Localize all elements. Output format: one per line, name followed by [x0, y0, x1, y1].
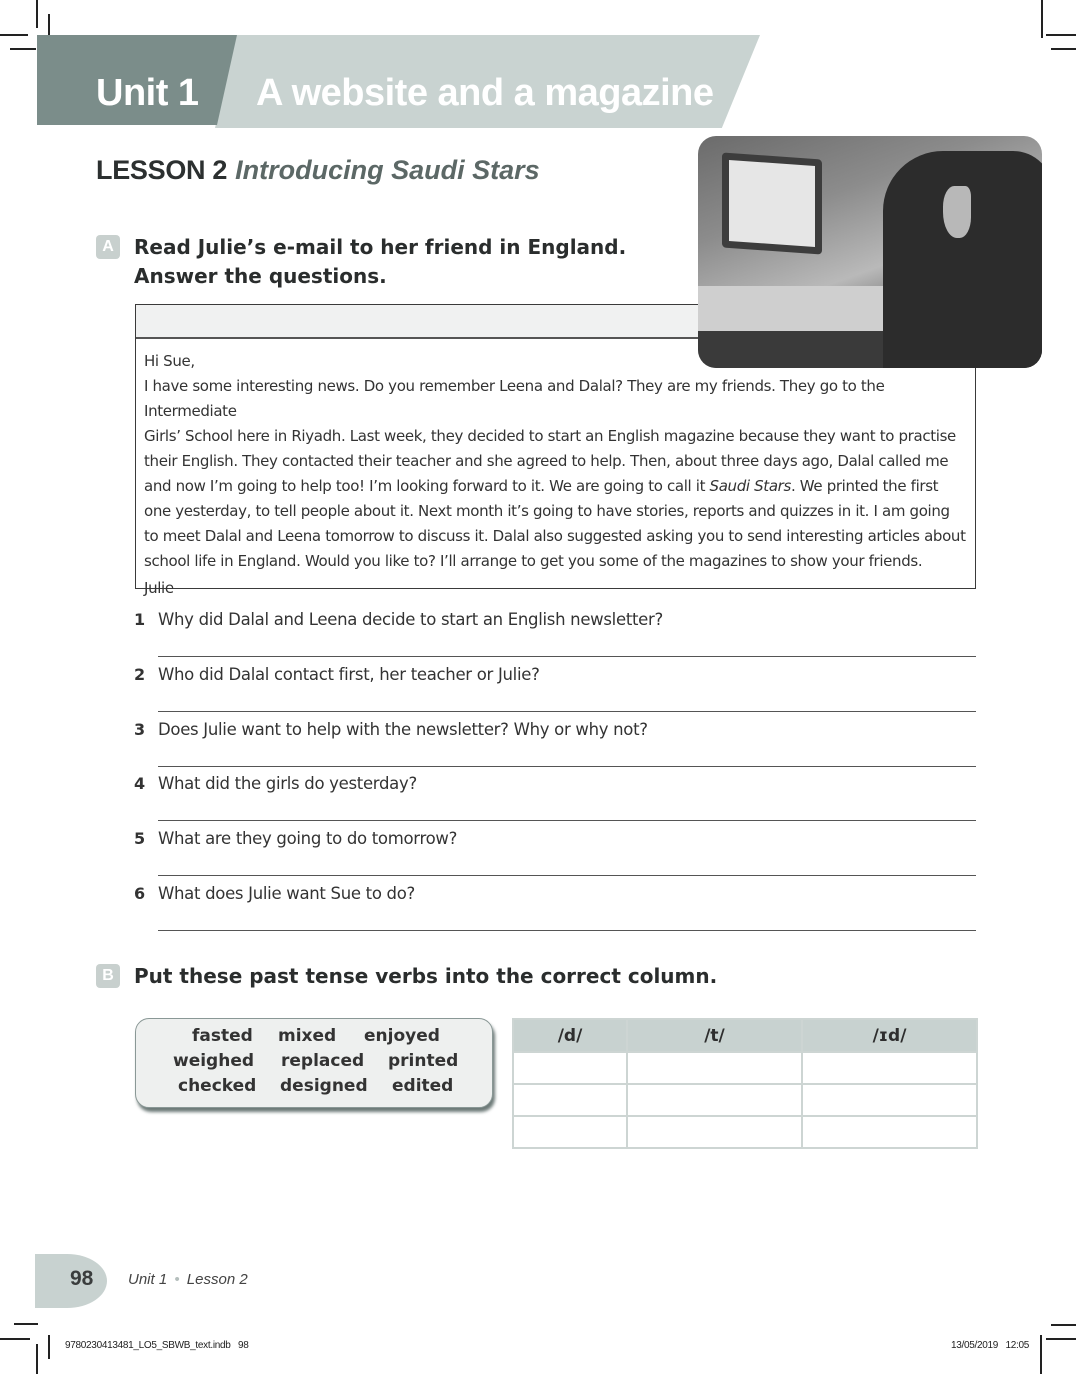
email-signature: Julie — [144, 579, 174, 597]
answer-cell[interactable] — [802, 1116, 977, 1148]
crop-mark — [1046, 34, 1076, 36]
section-b-badge: B — [96, 964, 120, 988]
section-b-instruction — [96, 962, 717, 991]
question-item — [134, 772, 976, 827]
table-row — [513, 1084, 977, 1116]
section-a-badge: A — [96, 235, 120, 259]
answer-line[interactable] — [158, 875, 976, 876]
question-item — [134, 663, 976, 718]
question-text: What does Julie want Sue to do? — [158, 883, 415, 903]
question-text: What did the girls do yesterday? — [158, 774, 417, 794]
answer-line[interactable] — [158, 930, 976, 931]
word-item: fasted — [192, 1026, 253, 1046]
unit-label: Unit 1 — [96, 72, 199, 114]
lesson-title: Introducing Saudi Stars — [235, 155, 540, 185]
crop-mark — [36, 0, 38, 28]
footer-separator: • — [174, 1271, 180, 1288]
table-row — [513, 1052, 977, 1084]
lesson-number: LESSON 2 — [96, 155, 228, 185]
question-list — [134, 608, 976, 937]
question-number: 4 — [134, 774, 146, 794]
answer-line[interactable] — [158, 820, 976, 821]
lesson-heading — [96, 155, 540, 186]
question-text: Who did Dalal contact first, her teacher or Julie? — [158, 664, 540, 684]
answer-cell[interactable] — [802, 1084, 977, 1116]
word-item: edited — [392, 1076, 454, 1096]
photo-face — [943, 186, 971, 238]
question-item — [134, 882, 976, 937]
photo-girl-at-computer — [698, 136, 1042, 368]
question-number: 2 — [134, 664, 146, 684]
question-number: 5 — [134, 829, 146, 849]
crop-mark — [48, 14, 50, 38]
question-number: 1 — [134, 610, 146, 629]
instruction-line-2: Answer the questions. — [134, 264, 387, 288]
photo-figure — [883, 151, 1042, 368]
word-item: weighed — [173, 1051, 255, 1071]
answer-cell[interactable] — [627, 1052, 802, 1084]
crop-mark — [14, 1323, 38, 1325]
column-header-d: /d/ — [513, 1019, 627, 1052]
answer-cell[interactable] — [513, 1084, 627, 1116]
email-greeting: Hi Sue, — [144, 352, 195, 370]
question-number: 6 — [134, 883, 146, 903]
crop-mark — [1041, 0, 1043, 38]
footer-unit: Unit 1 — [128, 1271, 168, 1288]
answer-cell[interactable] — [513, 1052, 627, 1084]
answer-cell[interactable] — [802, 1052, 977, 1084]
email-line: their English. They contacted their teacher and she agreed to help. Then, about three days ago, Dalal called me — [144, 452, 949, 470]
crop-mark — [1040, 1335, 1042, 1374]
answer-cell[interactable] — [627, 1084, 802, 1116]
word-item: designed — [280, 1076, 368, 1096]
word-bank — [135, 1018, 493, 1108]
running-footer — [128, 1271, 248, 1288]
crop-mark — [0, 1338, 30, 1340]
page-number: 98 — [70, 1267, 94, 1290]
sound-columns-table — [512, 1018, 978, 1149]
crop-mark — [1051, 1324, 1076, 1326]
word-item: replaced — [281, 1051, 365, 1071]
photo-monitor-icon — [722, 153, 822, 255]
instruction-line-1: Read Julie’s e-mail to her friend in England. — [134, 235, 627, 259]
email-line: one yesterday, to tell people about it. Next month it’s going to have stories, reports and quizzes in it. I am going — [144, 502, 950, 520]
instruction-text: Put these past tense verbs into the correct column. — [134, 964, 718, 988]
crop-mark — [36, 1344, 38, 1374]
email-line: Girls’ School here in Riyadh. Last week, they decided to start an English magazine because they want to practise — [144, 427, 956, 445]
crop-mark — [10, 48, 36, 50]
email-line: I have some interesting news. Do you remember Leena and Dalal? They are my friends. They go to the Intermediate — [144, 377, 885, 420]
print-slug-file: 9780230413481_LO5_SBWB_text.indb 98 — [65, 1340, 249, 1351]
crop-mark — [0, 34, 28, 36]
column-header-t: /t/ — [627, 1019, 802, 1052]
email-line-text: . We printed the first — [790, 477, 939, 495]
section-a-instruction — [96, 233, 626, 291]
answer-cell[interactable] — [513, 1116, 627, 1148]
unit-title: A website and a magazine — [256, 72, 714, 114]
word-item: mixed — [278, 1026, 337, 1046]
email-line: to meet Dalal and Leena tomorrow to discuss it. Dalal also suggested asking you to send interesting articles about — [144, 527, 966, 545]
question-text: What are they going to do tomorrow? — [158, 829, 458, 849]
print-slug-date: 13/05/2019 12:05 — [951, 1340, 1030, 1351]
crop-mark — [48, 1335, 50, 1359]
email-line: school life in England. Would you like to? I’ll arrange to get you some of the magazines to show your friends. — [144, 552, 923, 570]
answer-line[interactable] — [158, 656, 976, 657]
crop-mark — [1051, 48, 1076, 50]
question-number: 3 — [134, 719, 146, 739]
email-body — [136, 339, 975, 601]
question-text: Does Julie want to help with the newsletter? Why or why not? — [158, 719, 648, 739]
email-line — [144, 474, 967, 499]
question-item — [134, 718, 976, 773]
word-item: printed — [388, 1051, 459, 1071]
answer-line[interactable] — [158, 766, 976, 767]
magazine-name: Saudi Stars — [709, 477, 791, 495]
word-item: enjoyed — [364, 1026, 440, 1046]
word-item: checked — [178, 1076, 257, 1096]
email-line-text: and now I’m going to help too! I’m looking forward to it. We are going to call it — [144, 477, 710, 495]
question-text: Why did Dalal and Leena decide to start an English newsletter? — [158, 610, 663, 629]
crop-mark — [1046, 1338, 1076, 1340]
column-header-id: /ɪd/ — [802, 1019, 977, 1052]
question-item — [134, 827, 976, 882]
question-item — [134, 608, 976, 663]
answer-line[interactable] — [158, 711, 976, 712]
answer-cell[interactable] — [627, 1116, 802, 1148]
footer-lesson: Lesson 2 — [186, 1271, 248, 1288]
table-row — [513, 1116, 977, 1148]
